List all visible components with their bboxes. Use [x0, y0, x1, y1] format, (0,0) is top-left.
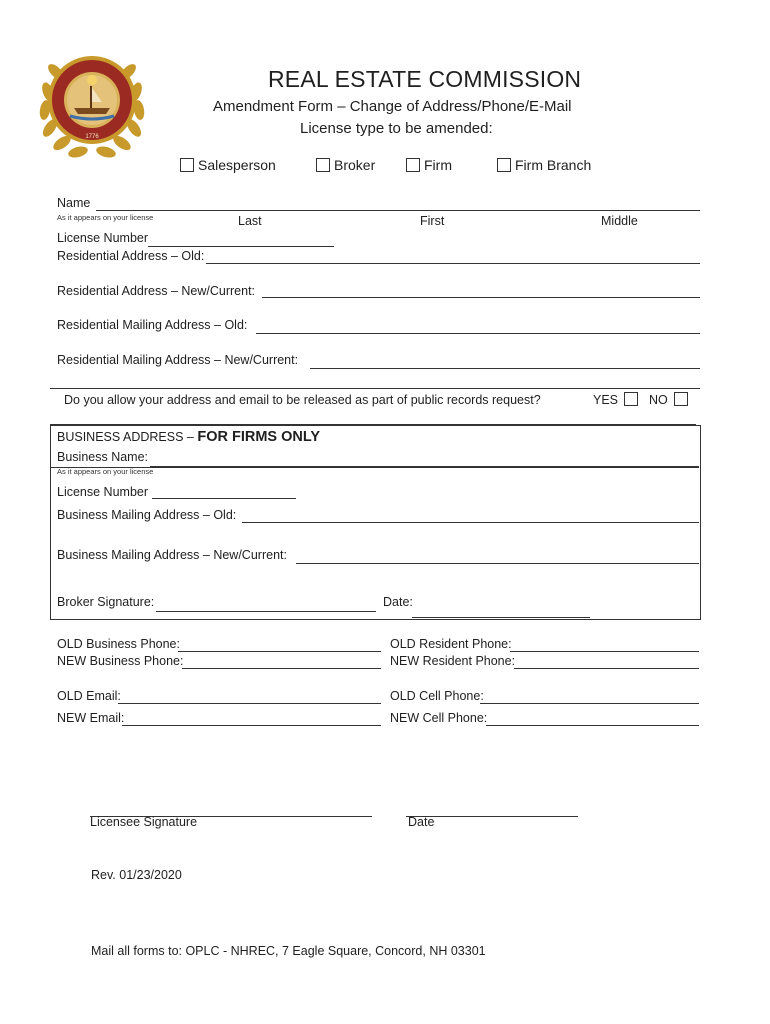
residential-old-label: Residential Address – Old: [57, 249, 205, 263]
broker-date-field[interactable] [412, 617, 590, 618]
licensee-signature-label: Licensee Signature [90, 815, 198, 829]
salesperson-checkbox[interactable] [180, 158, 194, 172]
broker-date-label: Date: [383, 595, 413, 609]
svg-text:1776: 1776 [85, 134, 99, 140]
license-type-label: License type to be amended: [300, 120, 493, 137]
salesperson-label: Salesperson [198, 157, 276, 173]
mailing-instructions: Mail all forms to: OPLC - NHREC, 7 Eagle Square, Concord, NH 03301 [91, 944, 486, 958]
mailing-new-field[interactable] [310, 368, 700, 369]
business-mailing-old-label: Business Mailing Address – Old: [57, 508, 237, 522]
business-mailing-new-label: Business Mailing Address – New/Current: [57, 548, 287, 562]
firm-branch-label: Firm Branch [515, 157, 592, 173]
middle-name-label: Middle [601, 214, 638, 228]
new-cell-field[interactable] [486, 725, 699, 726]
state-seal-logo [36, 42, 148, 160]
first-name-label: First [420, 214, 445, 228]
form-subtitle: Amendment Form – Change of Address/Phone/E-Mail [213, 98, 572, 115]
residential-new-field[interactable] [262, 297, 700, 298]
old-resident-phone-label: OLD Resident Phone: [390, 637, 512, 651]
mailing-old-label: Residential Mailing Address – Old: [57, 318, 248, 332]
broker-label: Broker [334, 157, 376, 173]
divider [50, 388, 700, 389]
broker-signature-field[interactable] [156, 611, 376, 612]
old-business-phone-label: OLD Business Phone: [57, 637, 180, 651]
business-name-hint: As it appears on your license [57, 467, 154, 476]
page-title: REAL ESTATE COMMISSION [268, 66, 582, 92]
business-heading-prefix: BUSINESS ADDRESS – [57, 430, 194, 444]
old-email-label: OLD Email: [57, 689, 121, 703]
release-question: Do you allow your address and email to be released as part of public records request? [64, 393, 541, 407]
firm-label: Firm [424, 157, 452, 173]
business-name-label: Business Name: [57, 450, 149, 464]
firm-checkbox[interactable] [406, 158, 420, 172]
business-heading [57, 429, 320, 445]
old-email-field[interactable] [118, 703, 381, 704]
new-email-label: NEW Email: [57, 711, 125, 725]
new-cell-label: NEW Cell Phone: [390, 711, 488, 725]
old-cell-label: OLD Cell Phone: [390, 689, 484, 703]
name-input-line[interactable] [96, 210, 700, 211]
firm-branch-checkbox[interactable] [497, 158, 511, 172]
last-name-label: Last [238, 214, 262, 228]
license-number-field[interactable] [148, 246, 334, 247]
business-heading-bold: FOR FIRMS ONLY [197, 429, 321, 445]
name-hint: As it appears on your license [57, 213, 154, 222]
license-number-label: License Number [57, 231, 149, 245]
new-business-phone-field[interactable] [182, 668, 381, 669]
old-resident-phone-field[interactable] [510, 651, 699, 652]
old-business-phone-field[interactable] [178, 651, 381, 652]
release-yes-checkbox[interactable] [624, 392, 638, 406]
new-email-field[interactable] [122, 725, 381, 726]
business-license-number-label: License Number [57, 485, 149, 499]
revision-date: Rev. 01/23/2020 [91, 868, 182, 882]
business-license-number-field[interactable] [152, 498, 296, 499]
business-mailing-new-field[interactable] [296, 563, 699, 564]
business-mailing-old-field[interactable] [242, 522, 699, 523]
new-resident-phone-label: NEW Resident Phone: [390, 654, 516, 668]
new-business-phone-label: NEW Business Phone: [57, 654, 184, 668]
name-label: Name [57, 196, 91, 210]
release-no-label: NO [649, 393, 668, 407]
residential-old-field[interactable] [206, 263, 700, 264]
licensee-date-label: Date [408, 815, 435, 829]
new-resident-phone-field[interactable] [514, 668, 699, 669]
broker-signature-label: Broker Signature: [57, 595, 155, 609]
release-yes-label: YES [593, 393, 619, 407]
mailing-new-label: Residential Mailing Address – New/Current: [57, 353, 299, 367]
divider [50, 467, 699, 468]
old-cell-field[interactable] [480, 703, 699, 704]
mailing-old-field[interactable] [256, 333, 700, 334]
release-no-checkbox[interactable] [674, 392, 688, 406]
residential-new-label: Residential Address – New/Current: [57, 284, 256, 298]
broker-checkbox[interactable] [316, 158, 330, 172]
